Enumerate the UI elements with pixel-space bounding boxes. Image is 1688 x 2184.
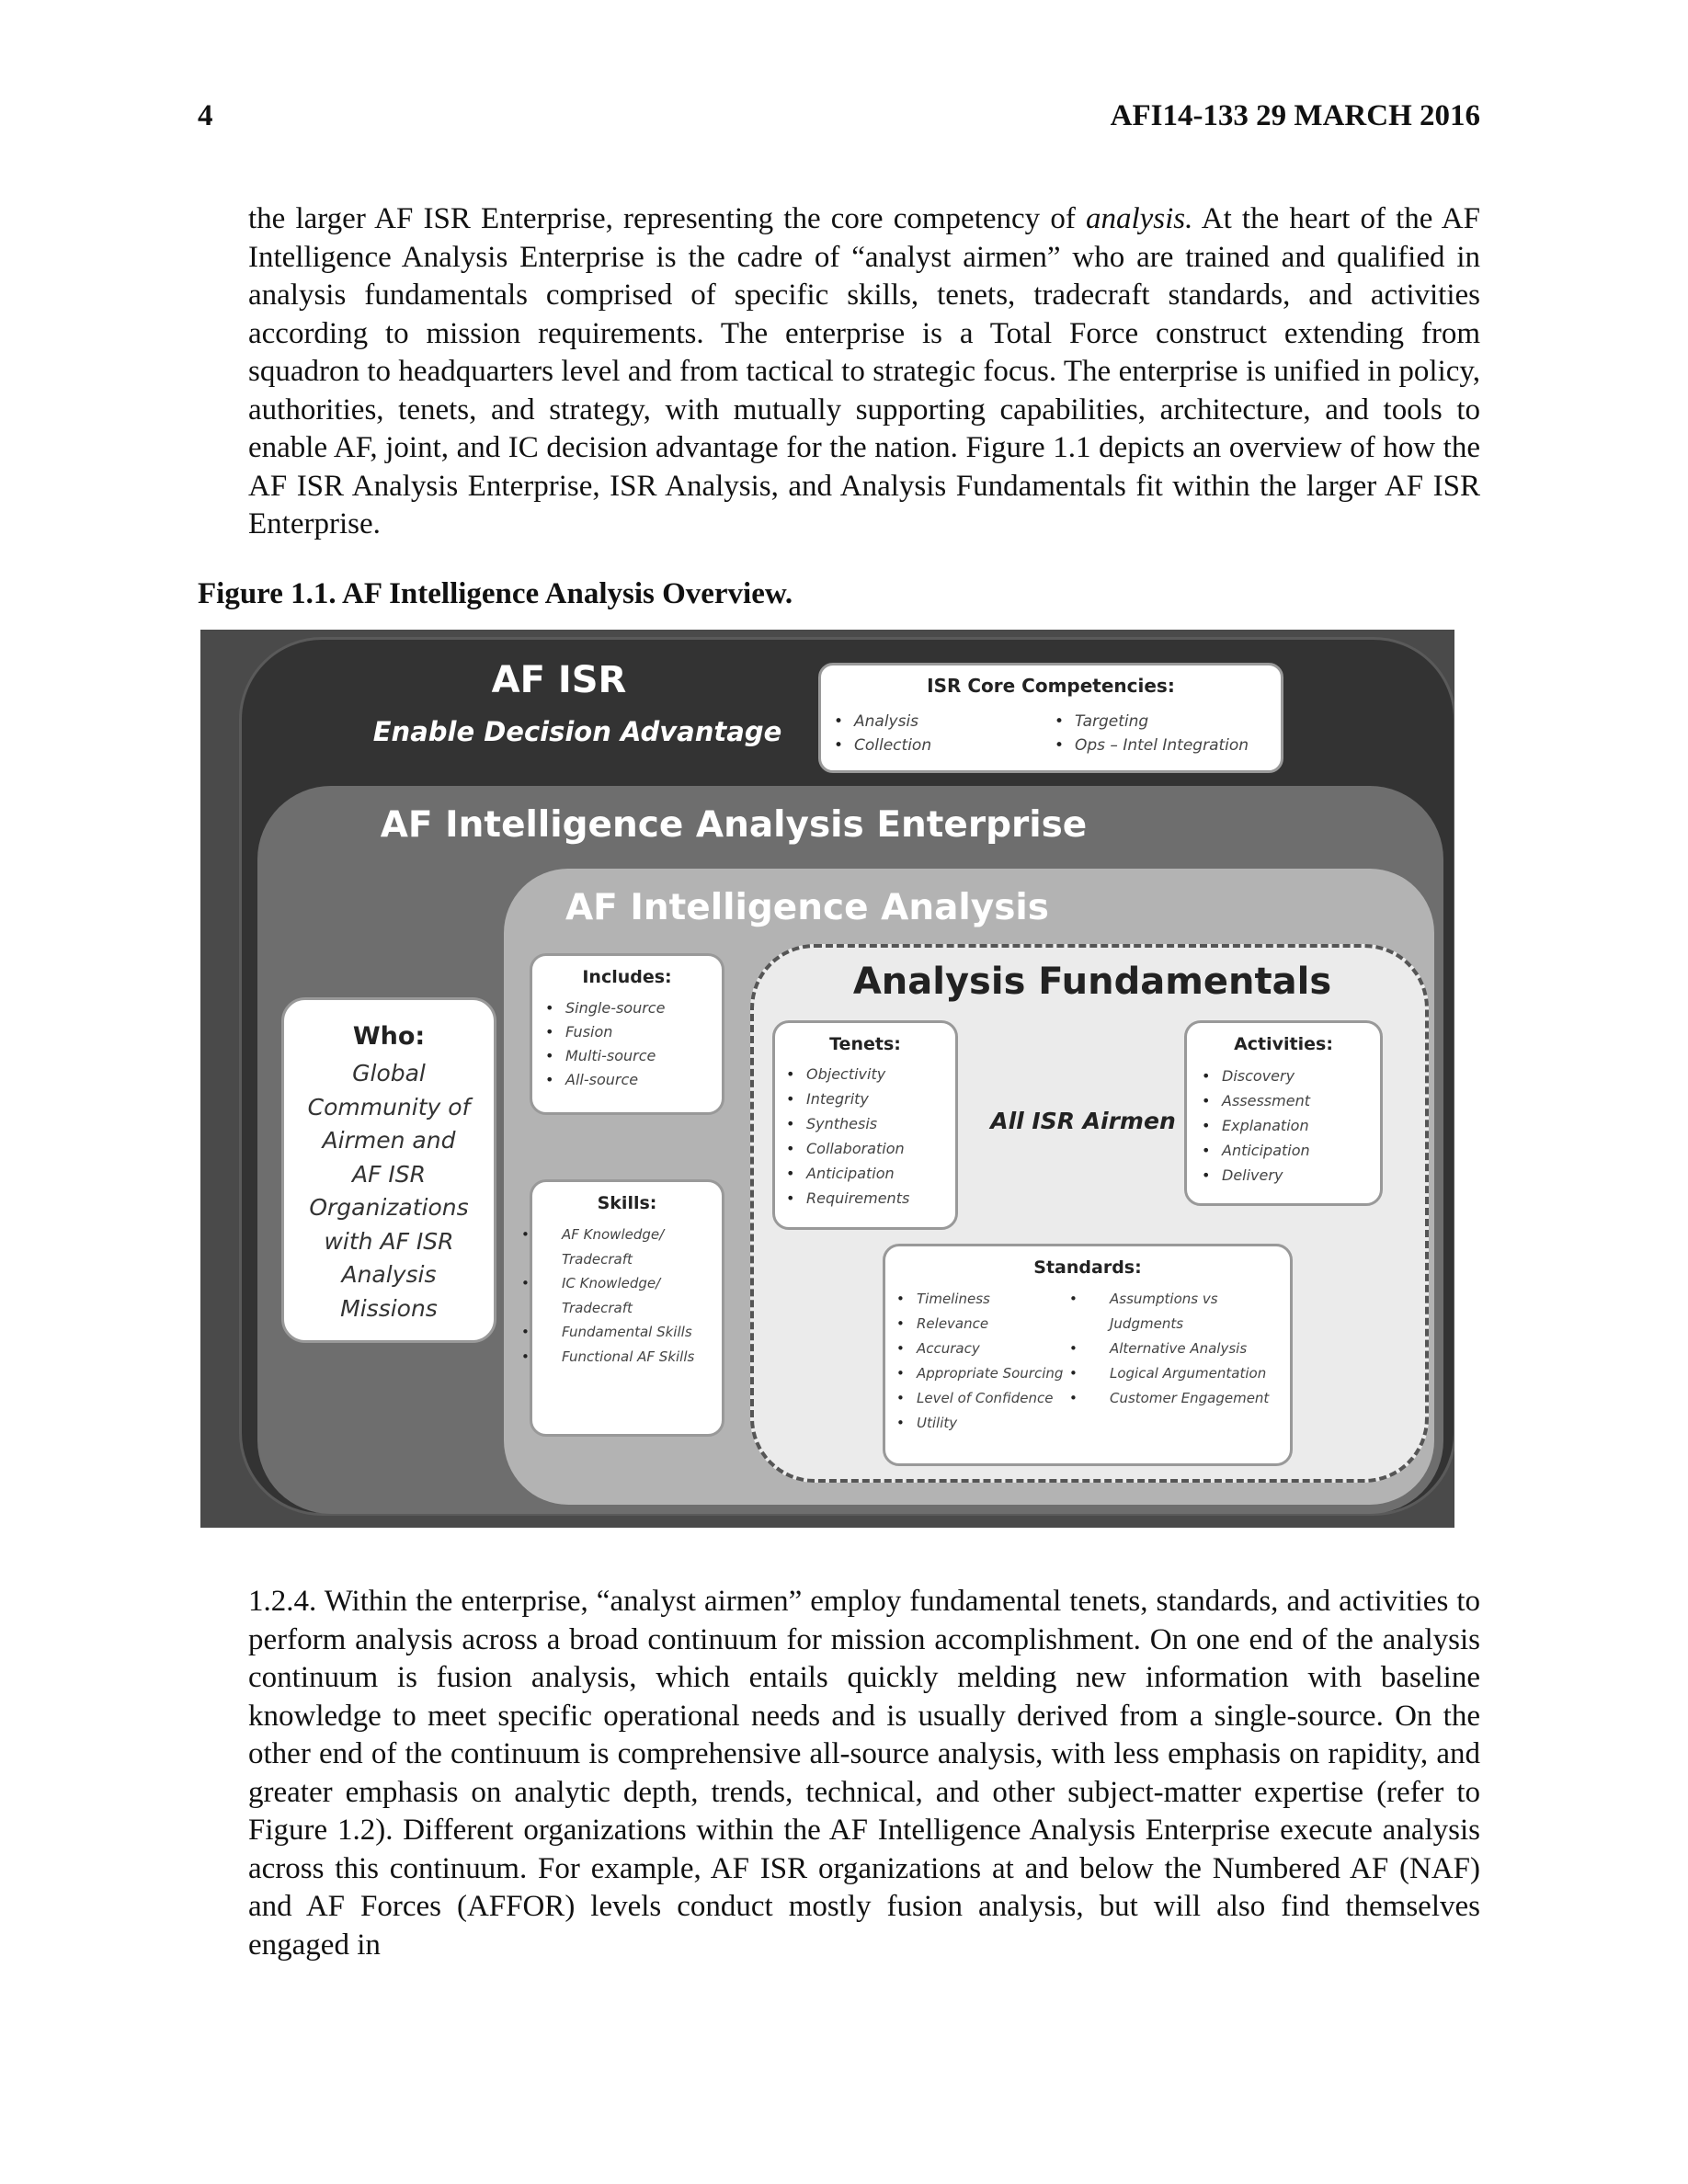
standards-col1 (896, 1287, 1063, 1436)
core-competencies-box (818, 663, 1283, 773)
standards-col2 (1089, 1287, 1284, 1411)
core-competencies-col1 (834, 710, 931, 757)
list-item: • Integrity (786, 1086, 909, 1111)
who-text (293, 1057, 485, 1325)
list-item: • Discovery (1202, 1064, 1310, 1088)
text-line: with AF ISR (324, 1227, 454, 1255)
who-box (281, 997, 496, 1343)
paragraph-top-part2: At the heart of the AF Intelligence Analysis Enterprise is the cadre of “analyst airmen” who are trained and qualified in analysis fundamentals comprised of specific skills, tenets, tradecraft standards, and activities according to mission requirements. The enterprise is a Total Force construct extending from squadron to headquarters level and from tactical to strategic focus. The enterprise is unified in policy, authorities, tenets, and strategy, with mutually supporting capabilities, architecture, and tools to enable AF, joint, and IC decision advantage for the nation. Figure 1.1 depicts an overview of how the AF ISR Analysis Enterprise, ISR Analysis, and Analysis Fundamentals fit within the larger AF ISR Enterprise. (248, 202, 1480, 540)
includes-list (545, 996, 665, 1092)
list-item: • Functional AF Skills (542, 1345, 718, 1370)
list-item: • Relevance (896, 1312, 1063, 1337)
list-item: • Alternative Analysis (1089, 1337, 1284, 1361)
list-item: • Targeting (1055, 710, 1249, 734)
text-line: Organizations (309, 1194, 469, 1221)
text-line: AF ISR (351, 1160, 427, 1188)
activities-title: Activities: (1234, 1034, 1333, 1054)
list-item: • Logical Argumentation (1089, 1361, 1284, 1386)
who-label: Who: (352, 1022, 426, 1051)
paragraph-bottom: 1.2.4. Within the enterprise, “analyst airmen” employ fundamental tenets, standards, and activities to perform analysis across a broad continuum for mission accomplishment. On one end of the analysis continuum is fusion analysis, which entails quickly melding new information with baseline knowledge to meet specific operational needs and is usually derived from a single-source. On the other end of the continuum is comprehensive all-source analysis, with less emphasis on rapidity, and greater emphasis on analytic depth, trends, technical, and other subject-matter expertise (refer to Figure 1.2). Different organizations within the AF Intelligence Analysis Enterprise execute analysis across this continuum. For example, AF ISR organizations at and below the Numbered AF (NAF) and AF Forces (AFFOR) levels conduct mostly fusion analysis, but will also find themselves engaged in (248, 1585, 1480, 1962)
analysis-title: AF Intelligence Analysis (565, 887, 1049, 928)
skills-box (530, 1179, 724, 1437)
list-item: • Accuracy (896, 1337, 1063, 1361)
enterprise-title: AF Intelligence Analysis Enterprise (380, 804, 1088, 846)
paragraph-top-italic: analysis. (1085, 202, 1193, 235)
list-item: • Assumptions vs Judgments (1089, 1287, 1284, 1337)
list-item: • Fundamental Skills (542, 1320, 718, 1345)
list-item: • Timeliness (896, 1287, 1063, 1312)
tenets-list (786, 1062, 909, 1211)
standards-title: Standards: (1033, 1257, 1142, 1278)
list-item: • Appropriate Sourcing (896, 1361, 1063, 1386)
text-line: Analysis (341, 1261, 437, 1288)
includes-title: Includes: (582, 967, 672, 987)
page-number: 4 (198, 99, 213, 132)
text-line: Community of (307, 1093, 471, 1120)
list-item: • Assessment (1202, 1088, 1310, 1113)
figure-overview (200, 630, 1454, 1528)
list-item: • Analysis (834, 710, 931, 734)
af-isr-subtitle: Enable Decision Advantage (372, 716, 782, 747)
tenets-title: Tenets: (829, 1034, 901, 1054)
figure-caption: Figure 1.1. AF Intelligence Analysis Overview. (198, 577, 793, 610)
list-item: • Multi-source (545, 1044, 665, 1068)
standards-box (883, 1244, 1293, 1466)
activities-list (1202, 1064, 1310, 1188)
list-item: • Synthesis (786, 1111, 909, 1136)
paragraph-top-part1: the larger AF ISR Enterprise, representing the core competency of (248, 202, 1086, 235)
list-item: • Requirements (786, 1186, 909, 1211)
list-item: • Collaboration (786, 1136, 909, 1161)
list-item: • Collection (834, 734, 931, 757)
core-competencies-col2 (1055, 710, 1249, 757)
includes-box (530, 953, 724, 1115)
text-line: Global (352, 1060, 426, 1086)
fundamentals-title: Analysis Fundamentals (852, 961, 1332, 1003)
list-item: • Level of Confidence (896, 1386, 1063, 1411)
list-item: • Delivery (1202, 1163, 1310, 1188)
list-item: • All-source (545, 1068, 665, 1092)
document-id: AFI14-133 29 MARCH 2016 (1110, 99, 1480, 132)
list-item: • Objectivity (786, 1062, 909, 1086)
list-item: • Anticipation (1202, 1138, 1310, 1163)
list-item: • Ops – Intel Integration (1055, 734, 1249, 757)
list-item: • Customer Engagement (1089, 1386, 1284, 1411)
list-item: • AF Knowledge/ Tradecraft (542, 1223, 718, 1271)
skills-list (542, 1223, 718, 1369)
af-isr-title: AF ISR (491, 659, 627, 701)
core-competencies-title: ISR Core Competencies: (927, 675, 1175, 697)
text-line: Airmen and (322, 1127, 456, 1154)
tenets-box (772, 1020, 958, 1230)
list-item: • Single-source (545, 996, 665, 1020)
list-item: • Explanation (1202, 1113, 1310, 1138)
text-line: Missions (340, 1294, 438, 1322)
all-isr-airmen-label: All ISR Airmen (990, 1108, 1176, 1134)
paragraph-top (248, 200, 1480, 544)
list-item: • Fusion (545, 1020, 665, 1044)
list-item: • Anticipation (786, 1161, 909, 1186)
skills-title: Skills: (597, 1193, 657, 1213)
activities-box (1184, 1020, 1383, 1206)
list-item: • Utility (896, 1411, 1063, 1436)
list-item: • IC Knowledge/ Tradecraft (542, 1271, 718, 1320)
